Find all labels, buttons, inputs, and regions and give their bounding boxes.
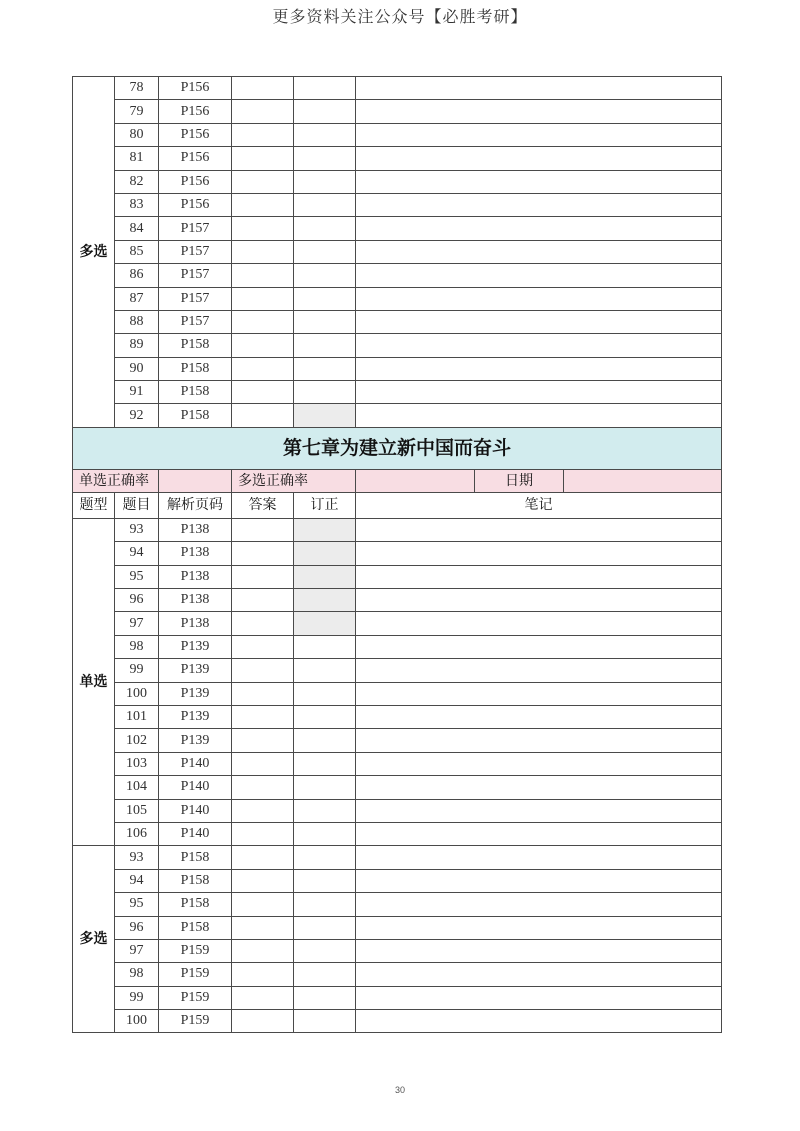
meta-right bbox=[356, 469, 722, 492]
date-value[interactable] bbox=[564, 470, 721, 492]
question-number: 83 bbox=[115, 193, 159, 216]
notes-cell[interactable] bbox=[356, 334, 722, 357]
analysis-page: P158 bbox=[159, 846, 232, 869]
table-row bbox=[73, 589, 722, 612]
notes-cell[interactable] bbox=[356, 518, 722, 541]
notes-cell[interactable] bbox=[356, 776, 722, 799]
table-row bbox=[73, 986, 722, 1009]
notes-cell[interactable] bbox=[356, 310, 722, 333]
analysis-page: P139 bbox=[159, 705, 232, 728]
page-number: 30 bbox=[394, 1085, 405, 1095]
correction-cell[interactable] bbox=[294, 334, 356, 357]
correction-cell[interactable] bbox=[294, 963, 356, 986]
notes-cell[interactable] bbox=[356, 939, 722, 962]
answer-cell[interactable] bbox=[232, 264, 294, 287]
correction-cell[interactable] bbox=[294, 612, 356, 635]
notes-cell[interactable] bbox=[356, 846, 722, 869]
answer-cell[interactable] bbox=[232, 846, 294, 869]
analysis-page: P156 bbox=[159, 147, 232, 170]
table-row bbox=[73, 612, 722, 635]
col-correction: 订正 bbox=[294, 492, 356, 518]
notes-cell[interactable] bbox=[356, 869, 722, 892]
question-number: 99 bbox=[115, 986, 159, 1009]
correction-cell[interactable] bbox=[294, 705, 356, 728]
answer-cell[interactable] bbox=[232, 240, 294, 263]
question-number: 90 bbox=[115, 357, 159, 380]
table-row bbox=[73, 1010, 722, 1033]
answer-cell[interactable] bbox=[232, 682, 294, 705]
question-number: 95 bbox=[115, 893, 159, 916]
correction-cell[interactable] bbox=[294, 869, 356, 892]
question-number: 94 bbox=[115, 542, 159, 565]
question-number: 100 bbox=[115, 1010, 159, 1033]
answer-cell[interactable] bbox=[232, 334, 294, 357]
correction-cell[interactable] bbox=[294, 310, 356, 333]
answer-cell[interactable] bbox=[232, 635, 294, 658]
answer-cell[interactable] bbox=[232, 822, 294, 845]
question-number: 86 bbox=[115, 264, 159, 287]
correction-cell[interactable] bbox=[294, 565, 356, 588]
analysis-page: P156 bbox=[159, 77, 232, 100]
analysis-page: P139 bbox=[159, 682, 232, 705]
notes-cell[interactable] bbox=[356, 986, 722, 1009]
answer-cell[interactable] bbox=[232, 542, 294, 565]
answer-table bbox=[72, 76, 722, 1033]
notes-cell[interactable] bbox=[356, 404, 722, 427]
correction-cell[interactable] bbox=[294, 381, 356, 404]
notes-cell[interactable] bbox=[356, 542, 722, 565]
col-page: 解析页码 bbox=[159, 492, 232, 518]
question-number: 97 bbox=[115, 612, 159, 635]
analysis-page: P158 bbox=[159, 334, 232, 357]
table-row bbox=[73, 893, 722, 916]
correction-cell[interactable] bbox=[294, 287, 356, 310]
table-row bbox=[73, 869, 722, 892]
analysis-page: P158 bbox=[159, 404, 232, 427]
analysis-page: P140 bbox=[159, 822, 232, 845]
correction-cell[interactable] bbox=[294, 1010, 356, 1033]
answer-cell[interactable] bbox=[232, 963, 294, 986]
question-number: 100 bbox=[115, 682, 159, 705]
answer-cell[interactable] bbox=[232, 193, 294, 216]
correction-cell[interactable] bbox=[294, 822, 356, 845]
question-number: 102 bbox=[115, 729, 159, 752]
notes-cell[interactable] bbox=[356, 287, 722, 310]
correction-cell[interactable] bbox=[294, 752, 356, 775]
question-number: 95 bbox=[115, 565, 159, 588]
page-header: 更多资料关注公众号【必胜考研】 bbox=[272, 7, 528, 26]
question-number: 78 bbox=[115, 77, 159, 100]
notes-cell[interactable] bbox=[356, 682, 722, 705]
analysis-page: P159 bbox=[159, 986, 232, 1009]
table-row bbox=[73, 822, 722, 845]
correction-cell[interactable] bbox=[294, 729, 356, 752]
question-number: 105 bbox=[115, 799, 159, 822]
answer-cell[interactable] bbox=[232, 123, 294, 146]
question-number: 91 bbox=[115, 381, 159, 404]
table-row bbox=[73, 381, 722, 404]
question-number: 97 bbox=[115, 939, 159, 962]
multi-accuracy-label: 多选正确率 bbox=[232, 469, 356, 492]
analysis-page: P157 bbox=[159, 240, 232, 263]
correction-cell[interactable] bbox=[294, 123, 356, 146]
analysis-page: P138 bbox=[159, 542, 232, 565]
analysis-page: P158 bbox=[159, 869, 232, 892]
section-top-multi bbox=[73, 77, 722, 428]
answer-sheet bbox=[72, 76, 721, 1033]
question-type-label: 单选 bbox=[73, 518, 115, 845]
notes-cell[interactable] bbox=[356, 77, 722, 100]
correction-cell[interactable] bbox=[294, 518, 356, 541]
analysis-page: P140 bbox=[159, 752, 232, 775]
table-row bbox=[73, 217, 722, 240]
question-number: 81 bbox=[115, 147, 159, 170]
answer-cell[interactable] bbox=[232, 287, 294, 310]
correction-cell[interactable] bbox=[294, 939, 356, 962]
correction-cell[interactable] bbox=[294, 846, 356, 869]
analysis-page: P159 bbox=[159, 1010, 232, 1033]
table-row bbox=[73, 705, 722, 728]
question-number: 79 bbox=[115, 100, 159, 123]
answer-cell[interactable] bbox=[232, 939, 294, 962]
answer-cell[interactable] bbox=[232, 217, 294, 240]
table-row bbox=[73, 240, 722, 263]
question-number: 82 bbox=[115, 170, 159, 193]
notes-cell[interactable] bbox=[356, 822, 722, 845]
question-number: 88 bbox=[115, 310, 159, 333]
notes-cell[interactable] bbox=[356, 264, 722, 287]
table-row bbox=[73, 310, 722, 333]
answer-cell[interactable] bbox=[232, 170, 294, 193]
answer-cell[interactable] bbox=[232, 986, 294, 1009]
notes-cell[interactable] bbox=[356, 1010, 722, 1033]
notes-cell[interactable] bbox=[356, 752, 722, 775]
table-row bbox=[73, 542, 722, 565]
table-row bbox=[73, 193, 722, 216]
table-row bbox=[73, 799, 722, 822]
table-row bbox=[73, 357, 722, 380]
question-number: 98 bbox=[115, 963, 159, 986]
analysis-page: P158 bbox=[159, 916, 232, 939]
correction-cell[interactable] bbox=[294, 193, 356, 216]
question-number: 89 bbox=[115, 334, 159, 357]
table-row bbox=[73, 404, 722, 427]
answer-cell[interactable] bbox=[232, 518, 294, 541]
answer-cell[interactable] bbox=[232, 869, 294, 892]
table-row bbox=[73, 287, 722, 310]
correction-cell[interactable] bbox=[294, 100, 356, 123]
table-row bbox=[73, 123, 722, 146]
col-question: 题目 bbox=[115, 492, 159, 518]
analysis-page: P159 bbox=[159, 939, 232, 962]
notes-cell[interactable] bbox=[356, 612, 722, 635]
notes-cell[interactable] bbox=[356, 100, 722, 123]
answer-cell[interactable] bbox=[232, 776, 294, 799]
analysis-page: P158 bbox=[159, 357, 232, 380]
answer-cell[interactable] bbox=[232, 357, 294, 380]
table-row bbox=[73, 77, 722, 100]
answer-cell[interactable] bbox=[232, 310, 294, 333]
table-row bbox=[73, 939, 722, 962]
section-multi bbox=[73, 846, 722, 1033]
answer-cell[interactable] bbox=[232, 404, 294, 427]
question-type-label: 多选 bbox=[73, 846, 115, 1033]
answer-cell[interactable] bbox=[232, 77, 294, 100]
correction-cell[interactable] bbox=[294, 147, 356, 170]
question-number: 96 bbox=[115, 589, 159, 612]
correction-cell[interactable] bbox=[294, 682, 356, 705]
table-row bbox=[73, 729, 722, 752]
answer-cell[interactable] bbox=[232, 893, 294, 916]
table-row bbox=[73, 916, 722, 939]
correction-cell[interactable] bbox=[294, 659, 356, 682]
table-row bbox=[73, 846, 722, 869]
analysis-page: P158 bbox=[159, 893, 232, 916]
table-row bbox=[73, 752, 722, 775]
answer-cell[interactable] bbox=[232, 729, 294, 752]
table-row bbox=[73, 334, 722, 357]
single-accuracy-label: 单选正确率 bbox=[73, 469, 159, 492]
question-number: 96 bbox=[115, 916, 159, 939]
notes-cell[interactable] bbox=[356, 659, 722, 682]
correction-cell[interactable] bbox=[294, 893, 356, 916]
table-row bbox=[73, 264, 722, 287]
correction-cell[interactable] bbox=[294, 799, 356, 822]
analysis-page: P159 bbox=[159, 963, 232, 986]
analysis-page: P157 bbox=[159, 310, 232, 333]
question-number: 106 bbox=[115, 822, 159, 845]
correction-cell[interactable] bbox=[294, 264, 356, 287]
chapter-title: 第七章为建立新中国而奋斗 bbox=[73, 427, 722, 469]
notes-cell[interactable] bbox=[356, 893, 722, 916]
analysis-page: P156 bbox=[159, 193, 232, 216]
notes-cell[interactable] bbox=[356, 565, 722, 588]
col-type: 题型 bbox=[73, 492, 115, 518]
notes-cell[interactable] bbox=[356, 193, 722, 216]
analysis-page: P157 bbox=[159, 287, 232, 310]
notes-cell[interactable] bbox=[356, 170, 722, 193]
table-row bbox=[73, 659, 722, 682]
question-number: 80 bbox=[115, 123, 159, 146]
date-label: 日期 bbox=[475, 470, 564, 492]
table-row bbox=[73, 776, 722, 799]
correction-cell[interactable] bbox=[294, 542, 356, 565]
question-number: 93 bbox=[115, 518, 159, 541]
analysis-page: P139 bbox=[159, 659, 232, 682]
analysis-page: P139 bbox=[159, 635, 232, 658]
analysis-page: P156 bbox=[159, 123, 232, 146]
question-number: 85 bbox=[115, 240, 159, 263]
notes-cell[interactable] bbox=[356, 123, 722, 146]
question-number: 84 bbox=[115, 217, 159, 240]
correction-cell[interactable] bbox=[294, 635, 356, 658]
correction-cell[interactable] bbox=[294, 77, 356, 100]
analysis-page: P158 bbox=[159, 381, 232, 404]
analysis-page: P138 bbox=[159, 518, 232, 541]
correction-cell[interactable] bbox=[294, 916, 356, 939]
table-row bbox=[73, 147, 722, 170]
section-single bbox=[73, 518, 722, 845]
notes-cell[interactable] bbox=[356, 635, 722, 658]
notes-cell[interactable] bbox=[356, 705, 722, 728]
answer-cell[interactable] bbox=[232, 565, 294, 588]
notes-cell[interactable] bbox=[356, 147, 722, 170]
table-row bbox=[73, 635, 722, 658]
answer-cell[interactable] bbox=[232, 381, 294, 404]
question-number: 103 bbox=[115, 752, 159, 775]
analysis-page: P138 bbox=[159, 612, 232, 635]
table-row bbox=[73, 170, 722, 193]
notes-cell[interactable] bbox=[356, 729, 722, 752]
answer-cell[interactable] bbox=[232, 589, 294, 612]
correction-cell[interactable] bbox=[294, 589, 356, 612]
correction-cell[interactable] bbox=[294, 776, 356, 799]
notes-cell[interactable] bbox=[356, 916, 722, 939]
table-row bbox=[73, 963, 722, 986]
answer-cell[interactable] bbox=[232, 1010, 294, 1033]
notes-cell[interactable] bbox=[356, 381, 722, 404]
question-number: 87 bbox=[115, 287, 159, 310]
answer-cell[interactable] bbox=[232, 147, 294, 170]
table-row bbox=[73, 518, 722, 541]
question-number: 93 bbox=[115, 846, 159, 869]
analysis-page: P157 bbox=[159, 264, 232, 287]
table-row bbox=[73, 682, 722, 705]
correction-cell[interactable] bbox=[294, 240, 356, 263]
answer-cell[interactable] bbox=[232, 100, 294, 123]
question-number: 92 bbox=[115, 404, 159, 427]
analysis-page: P138 bbox=[159, 565, 232, 588]
correction-cell[interactable] bbox=[294, 986, 356, 1009]
correction-cell[interactable] bbox=[294, 170, 356, 193]
analysis-page: P157 bbox=[159, 217, 232, 240]
analysis-page: P140 bbox=[159, 799, 232, 822]
question-number: 104 bbox=[115, 776, 159, 799]
table-row bbox=[73, 100, 722, 123]
analysis-page: P139 bbox=[159, 729, 232, 752]
analysis-page: P156 bbox=[159, 100, 232, 123]
answer-cell[interactable] bbox=[232, 916, 294, 939]
correction-cell[interactable] bbox=[294, 357, 356, 380]
chapter-header bbox=[73, 427, 722, 518]
question-type-label: 多选 bbox=[73, 77, 115, 428]
answer-cell[interactable] bbox=[232, 799, 294, 822]
answer-cell[interactable] bbox=[232, 705, 294, 728]
analysis-page: P156 bbox=[159, 170, 232, 193]
notes-cell[interactable] bbox=[356, 589, 722, 612]
correction-cell[interactable] bbox=[294, 404, 356, 427]
question-number: 99 bbox=[115, 659, 159, 682]
notes-cell[interactable] bbox=[356, 240, 722, 263]
answer-cell[interactable] bbox=[232, 752, 294, 775]
answer-cell[interactable] bbox=[232, 612, 294, 635]
single-accuracy-value[interactable] bbox=[159, 469, 232, 492]
analysis-page: P140 bbox=[159, 776, 232, 799]
answer-cell[interactable] bbox=[232, 659, 294, 682]
notes-cell[interactable] bbox=[356, 963, 722, 986]
multi-accuracy-value[interactable] bbox=[356, 470, 475, 492]
notes-cell[interactable] bbox=[356, 217, 722, 240]
notes-cell[interactable] bbox=[356, 357, 722, 380]
question-number: 101 bbox=[115, 705, 159, 728]
col-notes: 笔记 bbox=[356, 492, 722, 518]
table-row bbox=[73, 565, 722, 588]
notes-cell[interactable] bbox=[356, 799, 722, 822]
analysis-page: P138 bbox=[159, 589, 232, 612]
question-number: 94 bbox=[115, 869, 159, 892]
col-answer: 答案 bbox=[232, 492, 294, 518]
question-number: 98 bbox=[115, 635, 159, 658]
correction-cell[interactable] bbox=[294, 217, 356, 240]
